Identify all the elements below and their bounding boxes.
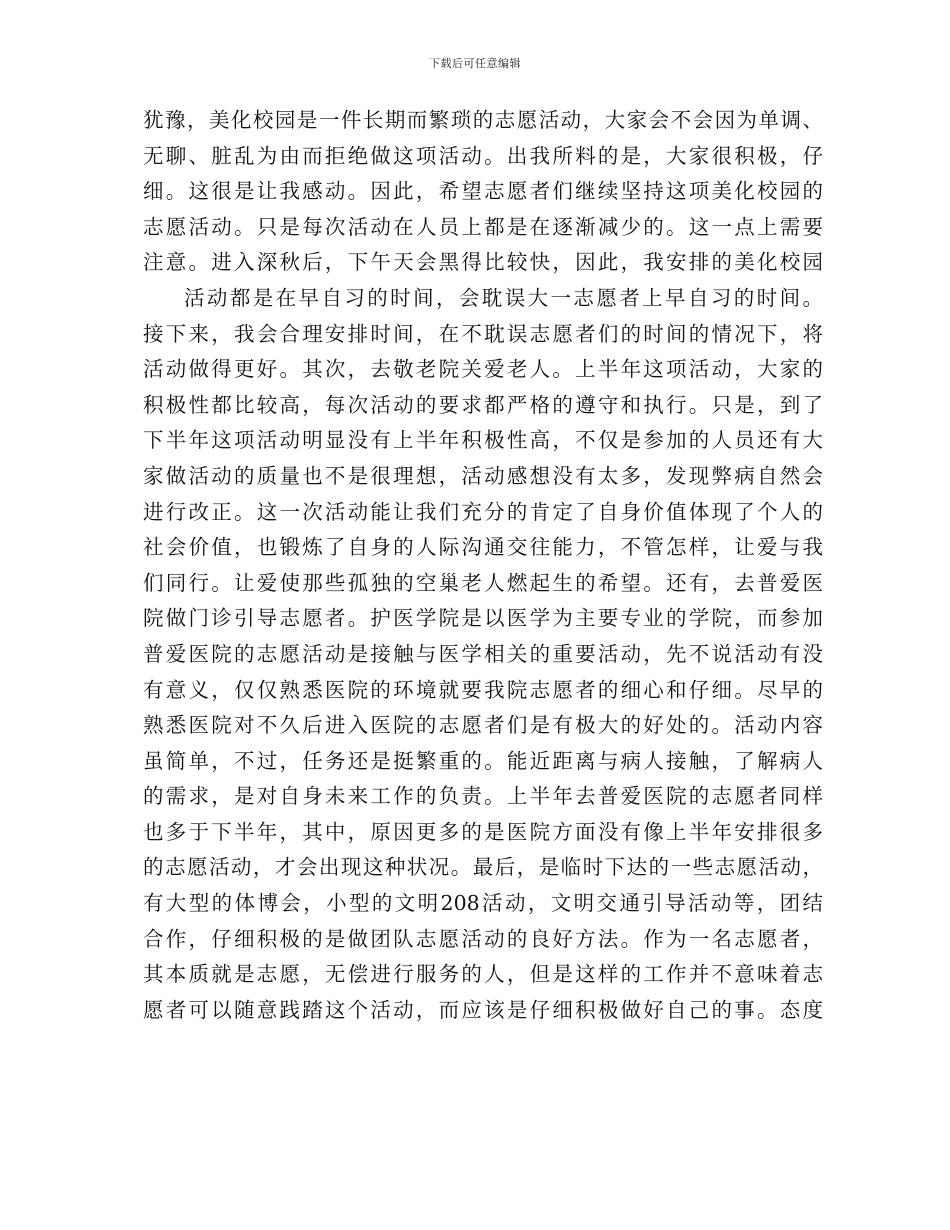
page-header: 下载后可任意编辑 — [429, 57, 521, 70]
text-line: 其本质就是志愿，无偿进行服务的人，但是这样的工作并不意味着志 — [143, 962, 823, 987]
text-line: 志愿活动。只是每次活动在人员上都是在逐渐减少的。这一点上需要 — [143, 214, 823, 239]
text-line: 院做门诊引导志愿者。护医学院是以医学为主要专业的学院，而参加 — [143, 606, 823, 631]
text-line-paragraph-start: 活动都是在早自习的时间，会耽误大一志愿者上早自习的时间。 — [184, 285, 823, 310]
text-line: 细。这很是让我感动。因此，希望志愿者们继续坚持这项美化校园的 — [143, 179, 823, 204]
body-text — [143, 103, 823, 1028]
text-line: 熟悉医院对不久后进入医院的志愿者们是有极大的好处的。活动内容 — [143, 713, 823, 738]
text-line: 们同行。让爱使那些孤独的空巢老人燃起生的希望。还有，去普爱医 — [143, 570, 823, 595]
text-line: 下半年这项活动明显没有上半年积极性高，不仅是参加的人员还有大 — [143, 428, 823, 453]
text-line: 犹豫，美化校园是一件长期而繁琐的志愿活动，大家会不会因为单调、 — [143, 108, 823, 132]
text-line: 无聊、脏乱为由而拒绝做这项活动。出我所料的是，大家很积极，仔 — [143, 143, 823, 168]
text-line: 的需求，是对自身未来工作的负责。上半年去普爱医院的志愿者同样 — [143, 784, 823, 809]
text-line: 家做活动的质量也不是很理想，活动感想没有太多，发现弊病自然会 — [143, 463, 823, 488]
text-line: 合作，仔细积极的是做团队志愿活动的良好方法。作为一名志愿者， — [143, 926, 823, 951]
text-line: 活动做得更好。其次，去敬老院关爱老人。上半年这项活动，大家的 — [143, 357, 823, 382]
text-line: 普爱医院的志愿活动是接触与医学相关的重要活动，先不说活动有没 — [143, 641, 823, 666]
text-line: 有大型的体博会，小型的文明208活动，文明交通引导活动等，团结 — [143, 891, 823, 916]
text-line: 愿者可以随意践踏这个活动，而应该是仔细积极做好自己的事。态度 — [143, 997, 823, 1022]
text-line: 注意。进入深秋后，下午天会黑得比较快，因此，我安排的美化校园 — [143, 250, 823, 275]
text-line: 的志愿活动，才会出现这种状况。最后，是临时下达的一些志愿活动， — [143, 855, 823, 880]
text-line: 进行改正。这一次活动能让我们充分的肯定了自身价值体现了个人的 — [143, 499, 823, 524]
text-line: 有意义，仅仅熟悉医院的环境就要我院志愿者的细心和仔细。尽早的 — [143, 677, 823, 702]
text-line: 也多于下半年，其中，原因更多的是医院方面没有像上半年安排很多 — [143, 819, 823, 844]
text-line: 接下来，我会合理安排时间，在不耽误志愿者们的时间的情况下，将 — [143, 321, 823, 346]
text-line: 虽简单，不过，任务还是挺繁重的。能近距离与病人接触，了解病人 — [143, 748, 823, 773]
text-line: 积极性都比较高，每次活动的要求都严格的遵守和执行。只是，到了 — [143, 392, 823, 417]
text-line: 社会价值，也锻炼了自身的人际沟通交往能力，不管怎样，让爱与我 — [143, 535, 823, 560]
